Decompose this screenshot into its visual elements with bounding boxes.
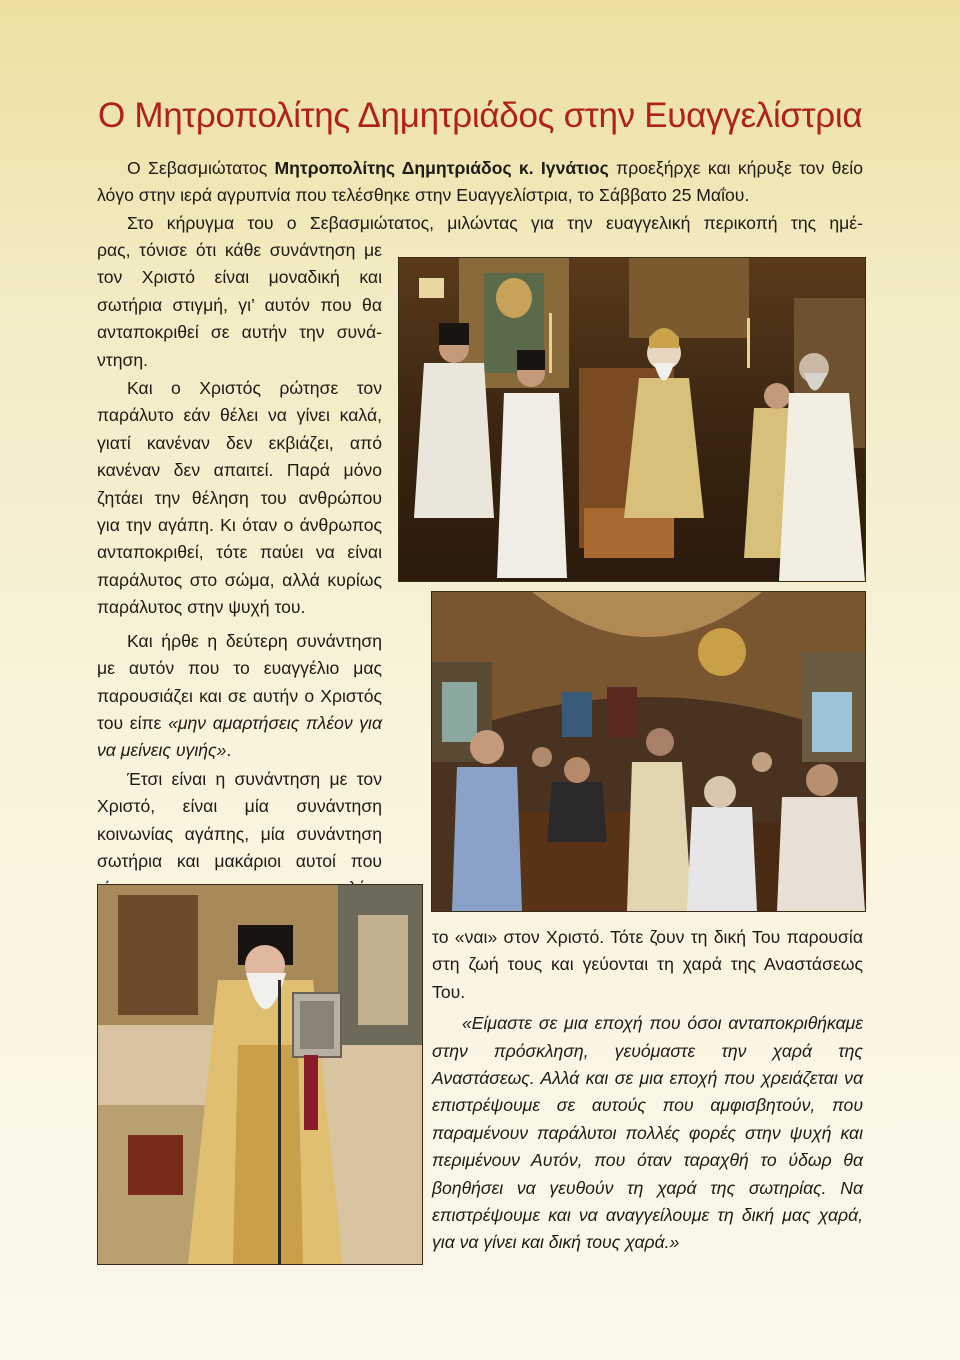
sermon-quote: «Είμαστε σε μια εποχή που όσοι ανταποκριθήκαμε στην πρόσκληση, γευόμαστε την χαρά της Αναστάσεως. Αλλά και σε μια εποχή που χρειάζεται να επιστρέψουμε σε αυτούς που αμφισβητούν, που παραμένουν παράλυτοι πολλές φορές στην ψυχή και περιμένουν Αυτόν, που όταν ταραχθή το ύδωρ θα βοηθήσει να γευθούν τη χαρά της σωτηρίας. Να επιστρέψουμε και να αναγγείλουμε τη δική μας χαρά, για να γίνει και δική τους χαρά.» — [432, 1013, 863, 1253]
left-column-text — [97, 237, 382, 903]
paragraph-4: Και ήρθε η δεύτερη συνάντηση με αυτόν που το ευαγγέλιο μας παρουσιάζει και σε αυτήν ο Χριστός του είπε «μην αμαρτήσεις πλέον για να μείνεις υγιής». — [97, 630, 382, 761]
paragraph-3: Και ο Χριστός ρώτησε τον παράλυτο εάν θέλει να γίνει καλά, γιατί κανέναν δεν εκβιάζει, από κανέναν δεν απαιτεί. Παρά μόνο ζητάει την θέληση του ανθρώπου για την αγάπη. Κι όταν ο άνθρωπος ανταποκριθεί, τότε παύει να είναι παράλυτος στο σώμα, αλλά κυρίως παράλυτος στην ψυχή του. — [97, 378, 382, 618]
article-title: Ο Μητροπολίτης Δημητριάδος στην Ευαγγελίστρια — [98, 96, 863, 135]
intro-paragraph-2-start: Στο κήρυγμα του ο Σεβασμιώτατος, μιλώντας για την ευαγγελική περικοπή της ημέ- — [127, 212, 863, 233]
intro-paragraph-1: Ο Σεβασμιώτατος Μητροπολίτης Δημητριάδος κ. Ιγνάτιος προεξήρχε και κήρυξε τον θείο λόγο στην ιερά αγρυπνία που τελέσθηκε στην Ευαγγελίστρια, το Σάββατο 25 Μαΐου. — [97, 158, 863, 206]
paragraph-5: Έτσι είναι η συνάντηση με τον Χριστό, είναι μία συνάντηση κοινωνίας αγάπης, μία συνάντηση σωτήρια και μακάριοι αυτοί που — [97, 768, 382, 871]
gospel-quote: «μην αμαρτήσεις πλέον για να μείνεις υγιής» — [97, 712, 382, 761]
photo-clergy-at-throne — [398, 257, 866, 582]
paragraph-5-continued: το «ναι» στον Χριστό. Τότε ζουν τη δική Του παρουσία στη ζωή τους και γεύονται τη χαρά της Αναστάσεως Του. — [432, 927, 863, 1002]
intro-text — [97, 155, 863, 237]
metropolitan-name: Μητροπολίτης Δημητριάδος κ. Ιγνάτιος — [274, 158, 609, 178]
paragraph-2-continued: ρας, τόνισε ότι κάθε συνάντηση με τον Χριστό είναι μοναδική και σωτήρια στιγμή, γι’ αυτόν που θα ανταποκριθεί σε αυτήν την συνά-ντηση. — [97, 240, 382, 370]
photo-congregation — [431, 591, 866, 912]
photo-metropolitan-preaching — [97, 884, 423, 1265]
right-column-text — [432, 924, 863, 1257]
